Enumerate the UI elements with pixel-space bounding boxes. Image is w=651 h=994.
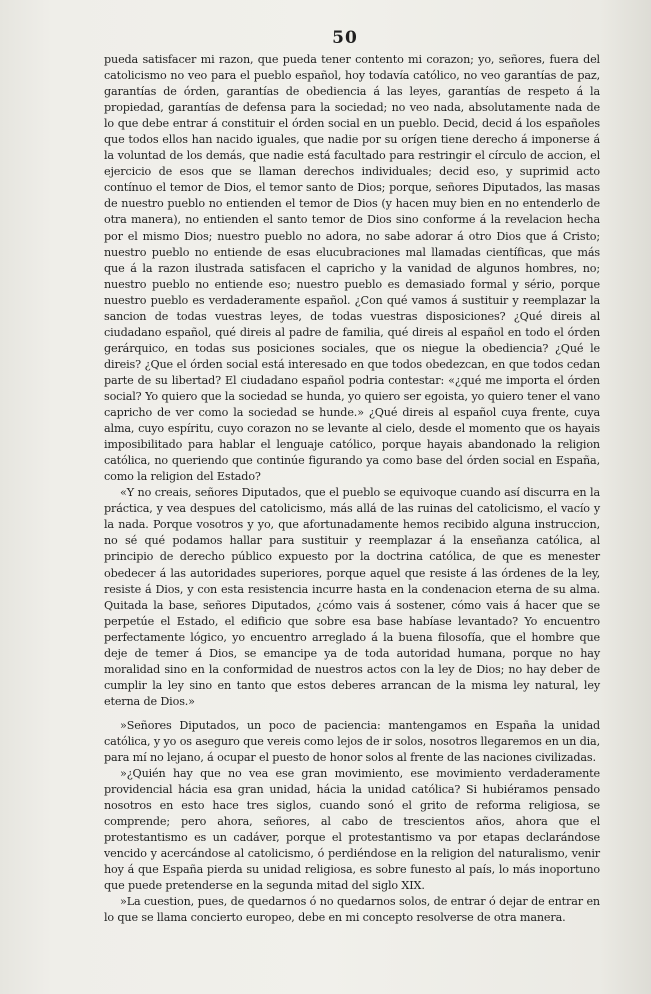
body-text (104, 52, 600, 927)
paragraph-5: »La cuestion, pues, de quedarnos ó no quedarnos solos, de entrar ó dejar de entrar en lo que se llama concierto europeo, debe en mi concepto resolverse de otra manera. (104, 895, 600, 925)
paragraph-1: pueda satisfacer mi razon, que pueda tener contento mi corazon; yo, señores, fuera del catolicismo no veo para el pueblo español, hoy todavía católico, no veo garantías de paz, garantías de órden, garantías de obediencia á las leyes, garantías de respeto á la propiedad, garantías de defensa para la sociedad; no veo nada, absolutamente nada de lo que debe entrar á constituir el órden social en un pueblo. Decid, decid á los españoles que todos ellos han nacido iguales, que nadie por su orígen tiene derecho á imponerse á la voluntad de los demás, que nadie está facultado para restringir el círculo de accion, el ejercicio de esos que se llaman derechos individuales; decid eso, y suprimid acto contínuo el temor de Dios, el temor santo de Dios; porque, señores Diputados, las masas de nuestro pueblo no entienden el temor de Dios (y hacen muy bien en no entenderlo de otra manera), no entienden el santo temor de Dios sino conforme á la revelacion hecha por el mismo Dios; nuestro pueblo no adora, no sabe adorar á otro Dios que á Cristo; nuestro pueblo no entiende de esas elucubraciones mal llamadas científicas, que más que á la razon ilustrada satisfacen el capricho y la vanidad de algunos hombres, no; nuestro pueblo no entiende eso; nuestro pueblo es demasiado formal y sério, porque nuestro pueblo es verdaderamente español. ¿Con qué vamos á sustituir y reemplazar la sancion de todas vuestras leyes, de todas vuestras disposiciones? ¿Qué direis al ciudadano español, qué direis al padre de familia, qué direis al español en todo el órden gerárquico, en todas sus posiciones sociales, que os niegue la obediencia? ¿Qué le direis? ¿Que el órden social está interesado en que todos obedezcan, en que todos cedan parte de su libertad? El ciudadano español podria contestar: «¿qué me importa el órden social? Yo quiero que la sociedad se hunda, yo quiero ser egoista, yo quiero tener el vano capricho de ver como la sociedad se hunde.» ¿Qué direis al español cuya frente, cuya alma, cuyo espíritu, cuyo corazon no se levante al cielo, desde el momento que os hayais imposibilitado para hablar el lenguaje católico, porque hayais abandonado la religion católica, no queriendo que continúe figurando ya como base del órden social en España, como la religion del Estado? (104, 53, 600, 484)
paragraph-3: »Señores Diputados, un poco de paciencia: mantengamos en España la unidad católica, y yo os aseguro que vereis como lejos de ir solos, nosotros llegaremos en un dia, para mí no lejano, á ocupar el puesto de honor solos al frente de las naciones civilizadas. (104, 718, 600, 765)
paragraph-4: »¿Quién hay que no vea ese gran movimiento, ese movimiento verdaderamente providencial hácia esa gran unidad, hácia la unidad católica? Si hubiéramos pensado nosotros en esto hace tres siglos, cuando sonó el grito de reforma religiosa, se comprende; pero ahora, señores, al cabo de trescientos años, ahora que el protestantismo es un cadáver, porque el protestantismo va por etapas declarándose vencido y acercándose al catolicismo, ó perdiéndose en la religion del naturalismo, venir hoy á que España pierda su unidad religiosa, es sobre funesto al país, lo más inoportuno que puede pretenderse en la segunda mitad del siglo XIX. (104, 767, 600, 893)
paragraph-2: «Y no creais, señores Diputados, que el pueblo se equivoque cuando así discurra en la práctica, y vea despues del catolicismo, más allá de las ruinas del catolicismo, el vacío y la nada. Porque vosotros y yo, que afortunadamente hemos recibido alguna instruccion, no sé qué podamos hallar para sustituir y reemplazar á la enseñanza católica, al principio de derecho público expuesto por la doctrina católica, de que es menester obedecer á las autoridades superiores, porque aquel que resiste á las órdenes de la ley, resiste á Dios, y con esta resistencia incurre hasta en la condenacion eterna de su alma. Quitada la base, señores Diputados, ¿cómo vais á sostener, cómo vais á hacer que se perpetúe el Estado, el edificio que sobre esa base habíase levantado? Yo encuentro perfectamente lógico, yo encuentro arreglado á la buena filosofía, que el hombre que deje de temer á Dios, se emancipe ya de toda autoridad humana, porque no hay moralidad sino en la conformidad de nuestros actos con la ley de Dios; no hay deber de cumplir la ley sino en tanto que estos deberes arrancan de la misma ley natural, ley eterna de Dios.» (104, 486, 600, 708)
page-number: 50 (332, 28, 358, 48)
